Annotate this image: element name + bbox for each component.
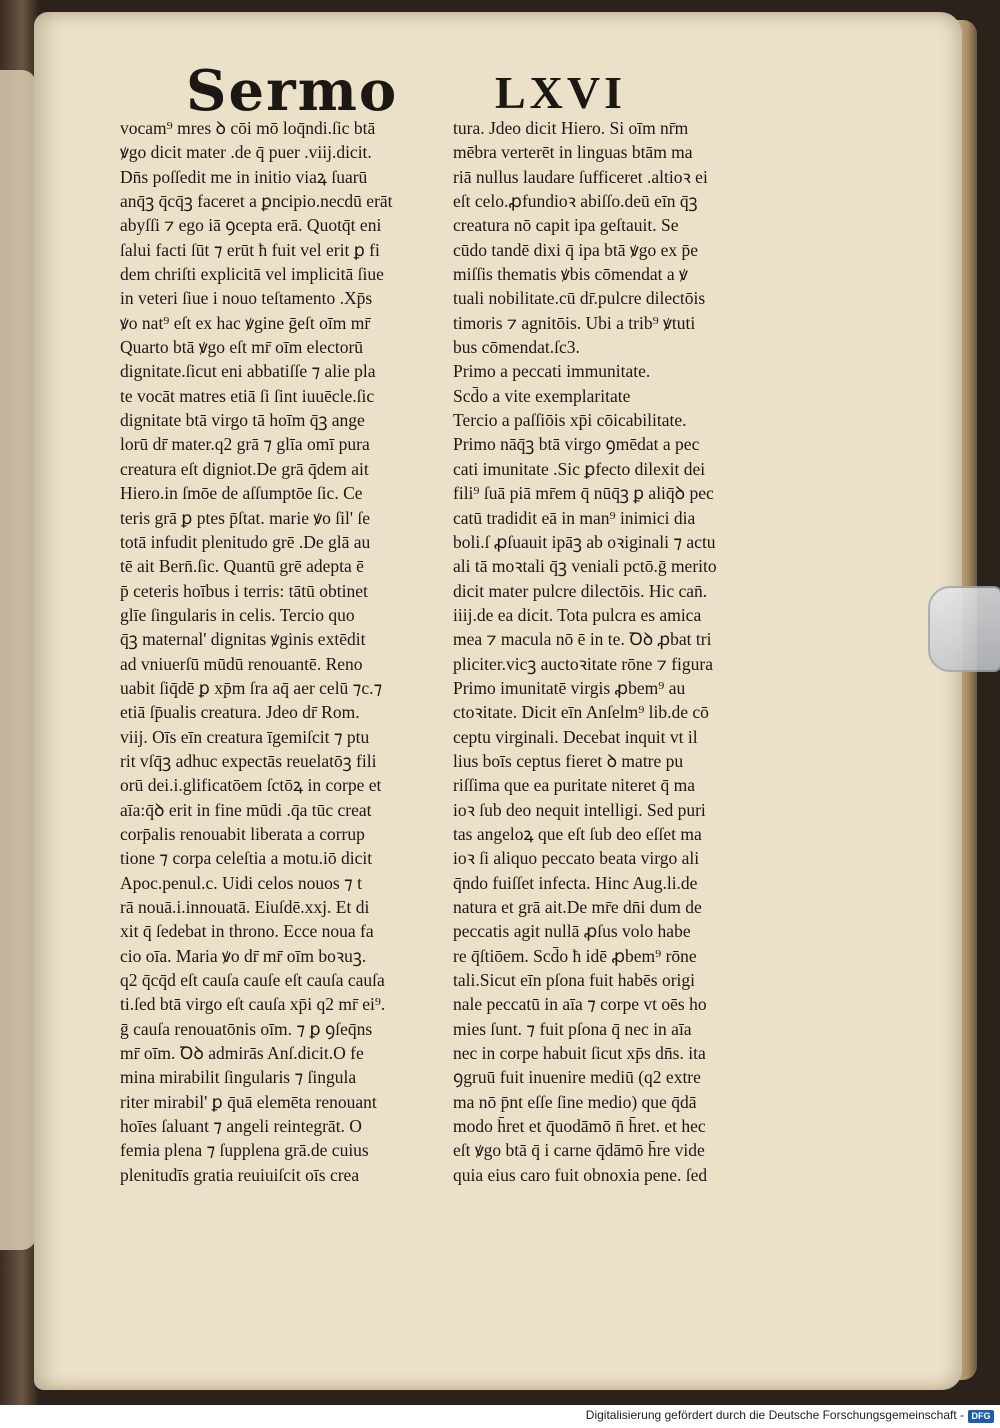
text-line: q2 q̄cq̄d eſt cauſa cauſe eſt cauſa cauſa [120,970,385,991]
text-line: riā nullus laudare ſufficeret .altioꝛ ei [453,166,708,187]
text-line: Tercio a paſſiōis xp̄i cōicabilitate. [453,410,687,431]
text-line: eſt celo.ꝓfundioꝛ abiſſo.deū eīn q̄ꝫ [453,191,698,212]
text-line: dignitate.ſicut eni abbatiſſe ⁊ alie pla [120,361,376,382]
text-line: riter mirabil' ꝑ q̄uā elemēta renouant [120,1091,377,1112]
text-line: te vocāt matres etiā ſi ſint iuuēcle.ſic [120,385,375,406]
text-line: q̄ndo fuiſſet infecta. Hinc Aug.li.de [453,872,698,893]
text-line: tuali nobilitate.cū dr̄.pulcre dilectōis [453,288,706,309]
text-line: lorū dr̄ mater.q2 grā ⁊ glīa omī pura [120,434,370,455]
text-line: femia plena ⁊ ſupplena grā.de cuius [120,1140,369,1161]
facing-page-edge [0,70,36,1250]
text-line: boli.ſ ꝓſuauit ipāꝫ ab oꝛiginali ⁊ actu [453,531,716,552]
text-line: nec in corpe habuit ſicut xp̄s dn̄s. ita [453,1043,706,1064]
text-line: quia eius caro fuit obnoxia pene. ſed [453,1164,708,1185]
text-line: miſſis thematis ꝟbis cōmendat a ꝟ [453,264,688,285]
text-line: plenitudīs gratia reuiuiſcit oīs crea [120,1164,360,1185]
text-line: riſſima que ea puritate niteret q̄ ma [453,775,695,796]
text-line: mēbra verterēt in linguas btām ma [453,142,693,163]
text-line: peccatis agit nullā ꝓſus volo habe [453,921,691,942]
text-line: ceptu virginali. Decebat inquit vt il [453,726,698,747]
text-line: tē ait Bern̄.ſic. Quantū grē adepta ē [120,556,364,577]
folio-number: LXVI [495,67,627,118]
text-line: ḡ cauſa renouatōnis oīm. ⁊ ꝑ ꝯſeq̄ns [120,1018,373,1039]
text-line: ꝯgruū fuit inuenire mediū (q2 extre [453,1067,701,1088]
text-line: corp̄alis renouabit liberata a corrup [120,823,365,844]
text-line: Primo imunitatē virgis ꝓbem⁹ au [453,677,686,698]
text-line: creatura eſt digniot.De grā q̄dem ait [120,458,369,479]
text-line: Dn̄s poſſedit me in initio viaꝝ ſuarū [120,166,368,187]
text-line: xit q̄ ſedebat in throno. Ecce noua fa [120,921,374,942]
text-line: p̄ ceteris hoībus i terris: tātū obtinet [120,580,368,601]
text-line: ioꝛ ſub deo nequit intelligi. Sed puri [453,799,706,820]
text-column-left [120,116,445,1187]
text-line: dem chriſti explicitā vel implicitā ſiue [120,264,384,285]
text-line: tione ⁊ corpa celeſtia a motu.iō dicit [120,848,373,869]
text-line: tali.Sicut eīn pſona fuit habēs origi [453,970,696,991]
text-line: bus cōmendat.ſc3. [453,337,580,358]
text-line: creatura nō capit ipa geſtauit. Se [453,215,679,236]
text-line: mr̄ oīm. Ꝺꝺ admirās Anſ.dicit.O fe [120,1043,364,1064]
text-line: viij. Oīs eīn creatura īgemiſcit ⁊ ptu [120,726,370,747]
text-line: Primo nāq̄ꝫ btā virgo ꝯmēdat a pec [453,434,700,455]
text-line: uabit ſiq̄dē ꝑ xp̄m ſra aq̄ aer celū ⁊c.⁊ [120,677,383,698]
text-line: re q̄ſtiōem. Scd̄o ħ idē ꝓbem⁹ rōne [453,945,697,966]
page-clip [928,586,1000,672]
text-line: ctoꝛitate. Dicit eīn Anſelm⁹ lib.de cō [453,702,709,723]
text-line: aīa:q̄ꝺ erit in fine mūdi .q̄a tūc creat [120,799,372,820]
text-line: rā nouā.i.innouatā. Eiuſdē.xxj. Et di [120,897,370,917]
text-line: ti.ſed btā virgo eſt cauſa xp̄i q2 mr̄ ei⁹. [120,994,386,1015]
text-line: in veteri ſiue i nouo teſtamento .Xp̄s [120,288,373,309]
text-line: ad vniuerſū mūdū renouantē. Reno [120,653,363,674]
footer-bar [0,1405,1000,1428]
text-line: dicit mater pulcre dilectōis. Hic can̄. [453,580,708,601]
text-line: nale peccatū in aīa ⁊ corpe vt oēs ho [453,994,707,1015]
text-line: ſalui facti ſūt ⁊ erūt ħ fuit vel erit ꝑ fi [120,239,380,260]
text-line: Primo a peccati immunitate. [453,361,651,382]
text-line: eſt ꝟgo btā q̄ i carne q̄dāmō h̄re vide [453,1140,705,1161]
text-line: teris grā ꝑ ptes p̄ſtat. marie ꝟo ſil' ſe [120,507,371,528]
text-line: totā infudit plenitudo grē .De glā au [120,531,371,552]
text-line: catū tradidit eā in man⁹ inimici dia [453,507,696,528]
text-line: cio oīa. Maria ꝟo dr̄ mr̄ oīm boꝛuꝫ. [120,945,367,966]
text-line: mina mirabilit ſingularis ⁊ ſingula [120,1067,357,1088]
text-line: ꝟo nat⁹ eſt ex hac ꝟgine ḡeſt oīm mr̄ [120,312,371,333]
text-column-right [453,116,773,1187]
text-line: dignitate btā virgo tā hoīm q̄ꝫ ange [120,410,365,431]
text-line: orū dei.i.glificatōem ſctōꝝ in corpe et [120,775,382,796]
text-line: tas angeloꝝ que eſt ſub deo eſſet ma [453,823,702,844]
text-line: rit vſq̄ꝫ adhuc expectās reuelatōꝫ fili [120,750,377,771]
text-line: mies ſunt. ⁊ fuit pſona q̄ nec in aīa [453,1018,692,1039]
text-line: ma nō p̄nt eſſe ſine medio) que q̄dā [453,1091,697,1112]
text-line: tura. Jdeo dicit Hiero. Si oīm nr̄m [453,118,689,138]
text-line: abyſſi ⁊ ego iā ꝯcepta erā. Quotq̄t eni [120,215,382,236]
text-line: iiij.de ea dicit. Tota pulcra es amica [453,604,702,625]
running-title: Sermo [186,58,399,124]
text-line: natura et grā ait.De mr̄e dn̄i dum de [453,897,702,917]
text-line: cati imunitate .Sic ꝑfecto dilexit dei [453,458,706,479]
text-line: etiā ſp̄ualis creatura. Jdeo dr̄ Rom. [120,702,360,723]
text-line: Scd̄o a vite exemplaritate [453,385,631,406]
text-line: vocam⁹ mres ꝺ cōi mō loq̄ndi.ſic btā [120,118,376,138]
text-line: anq̄ꝫ q̄cq̄ꝫ faceret a ꝑncipio.necdū erāt [120,191,393,212]
text-line: timoris ⁊ agnitōis. Ubi a trib⁹ ꝟtuti [453,312,696,333]
funding-credit: Digitalisierung gefördert durch die Deutsche Forschungsgemeinschaft - [585,1408,964,1422]
text-line: pliciter.vicꝫ auctoꝛitate rōne ⁊ figura [453,653,713,674]
text-line: mea ⁊ macula nō ē in te. Ꝺꝺ ꝓbat tri [453,629,712,650]
text-line: fili⁹ ſuā piā mr̄em q̄ nūq̄ꝫ ꝑ aliq̄ꝺ pec [453,483,714,504]
text-line: q̄ꝫ maternal' dignitas ꝟginis extēdit [120,629,366,650]
text-line: ꝟgo dicit mater .de q̄ puer .viij.dicit. [120,142,372,163]
text-line: ioꝛ ſi aliquo peccato beata virgo ali [453,848,700,869]
text-line: Apoc.penul.c. Uidi celos nouos ⁊ t [120,872,362,893]
text-line: modo h̄ret et q̄uodāmō n̄ h̄ret. et hec [453,1116,706,1137]
text-line: Quarto btā ꝟgo eſt mr̄ oīm electorū [120,337,364,358]
text-line: Hiero.in ſmōe de aſſumptōe ſic. Ce [120,483,363,504]
text-line: hoīes ſaluant ⁊ angeli reintegrāt. O [120,1116,362,1137]
dfg-logo: DFG [968,1410,994,1423]
text-line: cūdo tandē dixi q̄ ipa btā ꝟgo ex p̄e [453,239,698,260]
text-line: glīe ſingularis in celis. Tercio quo [120,604,355,625]
text-line: lius boīs ceptus fieret ꝺ matre pu [453,750,684,771]
text-line: ali tā moꝛtali q̄ꝫ veniali pctō.ḡ merito [453,556,717,577]
